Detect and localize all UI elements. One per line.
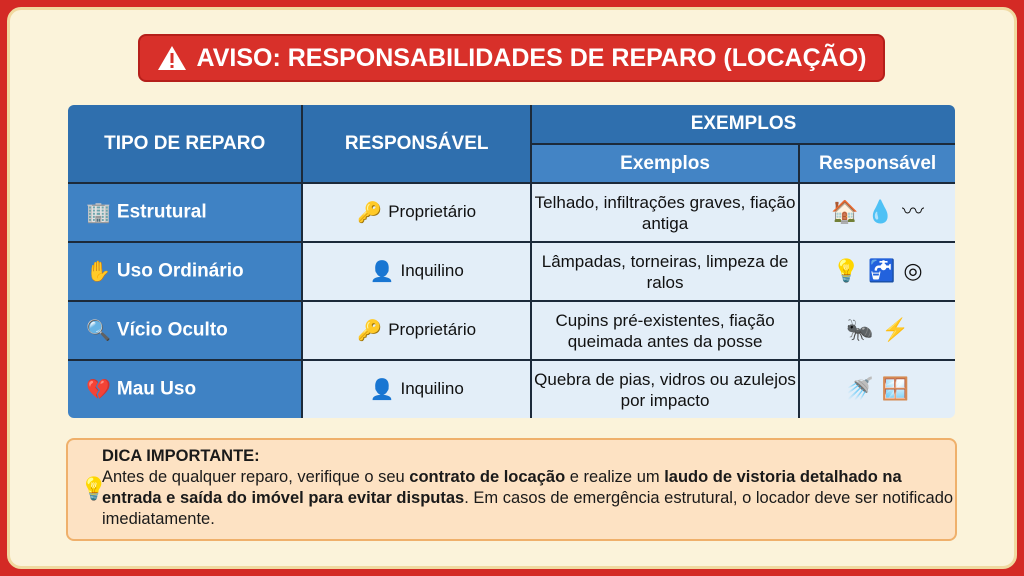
faucet-icon: 🚰 (867, 258, 896, 283)
warning-icon (157, 44, 187, 72)
tip-bold-contract: contrato de locação (409, 468, 566, 486)
tip-text (102, 467, 955, 530)
tip-box (66, 438, 957, 541)
water-drop-icon: 💧 (866, 199, 894, 224)
tip-bold-inspection: laudo de vistoria detalhado na entrada e saída do imóvel para evitar disputas (102, 468, 902, 507)
termite-icon: 🐜 (846, 317, 874, 342)
house-icon: 🏠 (831, 199, 859, 224)
repair-type: Mau Uso (116, 378, 197, 400)
responsible: Proprietário (388, 202, 477, 222)
table-row (67, 242, 956, 301)
cracked-glass-icon: 🪟 (881, 376, 909, 401)
key-icon: 🔑 (357, 201, 383, 224)
examples: Cupins pré-existentes, fiação queimada antes da posse (531, 301, 799, 360)
lightbulb-icon: 💡 (80, 476, 108, 501)
repair-type: Uso Ordinário (116, 260, 244, 282)
hand-icon: ✋ (86, 261, 111, 283)
tip-text-part: Antes de qualquer reparo, verifique o seu (102, 468, 410, 486)
table-row (67, 360, 956, 419)
examples: Lâmpadas, torneiras, limpeza de ralos (531, 242, 799, 301)
repair-table (66, 103, 957, 420)
repair-type: Vício Oculto (116, 319, 228, 341)
wire-icon: 〰 (901, 199, 924, 224)
responsible: Proprietário (388, 320, 477, 340)
responsible: Inquilino (400, 261, 464, 281)
examples: Telhado, infiltrações graves, fiação antiga (531, 183, 799, 242)
tip-text-part: . Em casos de emergência estrutural, o locador deve ser notificado imediatamente. (102, 489, 954, 528)
header-responsavel-sub: Responsável (799, 144, 956, 183)
page-title: AVISO: RESPONSABILIDADES DE REPARO (LOCAÇÃO) (196, 43, 867, 72)
tip-text-part: e realize um (565, 468, 665, 486)
burnt-wire-icon: ⚡ (881, 317, 909, 342)
person-icon: 👤 (369, 378, 395, 401)
tip-heading: DICA IMPORTANTE: (102, 447, 260, 465)
examples: Quebra de pias, vidros ou azulejos por impacto (531, 360, 799, 419)
sink-icon: 🚿 (846, 376, 874, 401)
key-icon: 🔑 (357, 319, 383, 342)
warning-title-banner (138, 34, 885, 82)
person-icon: 👤 (369, 260, 395, 283)
building-icon: 🏢 (86, 202, 111, 224)
lightbulb-icon: 💡 (832, 258, 860, 283)
header-exemplos-group: EXEMPLOS (531, 104, 956, 144)
responsible: Inquilino (400, 379, 464, 399)
header-tipo: TIPO DE REPARO (67, 104, 302, 183)
table-row (67, 301, 956, 360)
broken-icon: 💔 (86, 379, 111, 401)
header-exemplos: Exemplos (531, 144, 799, 183)
table-row (67, 183, 956, 242)
drain-icon: ◎ (903, 258, 923, 283)
repair-type: Estrutural (116, 201, 207, 223)
magnifier-icon: 🔍 (86, 320, 111, 342)
header-responsavel: RESPONSÁVEL (302, 104, 531, 183)
